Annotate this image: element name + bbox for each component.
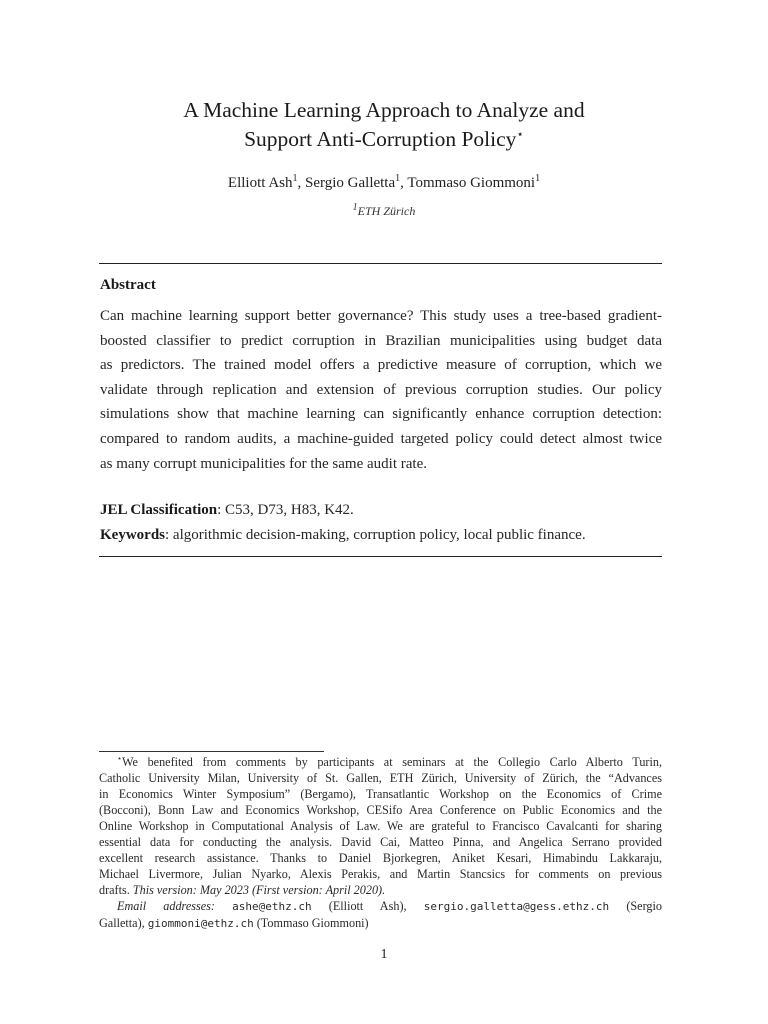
abstract-line: validate through replication and extension of previous corruption studies. Our policy	[100, 381, 662, 398]
affiliation-name: ETH Zürich	[357, 204, 416, 218]
version-note: This version: May 2023 (First version: April 2020).	[132, 883, 386, 897]
jel-value: : C53, D73, H83, K42.	[217, 502, 354, 518]
email-link[interactable]: ashe@ethz.ch	[232, 900, 312, 913]
email-owner: (Elliott Ash),	[311, 899, 424, 913]
abstract-line: boosted classifier to predict corruption in Brazilian municipalities using budget data	[100, 332, 662, 349]
keywords-value: : algorithmic decision-making, corruption policy, local public finance.	[165, 527, 586, 543]
author-name: Tommaso Giommoni	[407, 175, 536, 191]
abstract-line: simulations show that machine learning can significantly enhance corruption detection:	[100, 406, 662, 423]
footnote-line: in Economics Winter Symposium” (Bergamo), Transatlantic Workshop on the Economics of Crime	[99, 787, 662, 801]
jel-label: JEL Classification	[100, 502, 218, 518]
title-line-1: A Machine Learning Approach to Analyze and	[183, 98, 585, 122]
footnote-text: We benefited from comments by participants at seminars at the Collegio Carlo Alberto Turin,	[122, 755, 662, 769]
abstract-bottom-rule	[99, 556, 662, 557]
email-owner: (Sergio	[609, 899, 662, 913]
footnote-line: excellent research assistance. Thanks to Daniel Bjorkegren, Aniket Kesari, Himabindu Lakkaraju,	[99, 851, 662, 865]
email-link[interactable]: sergio.galletta@gess.ethz.ch	[423, 900, 610, 913]
author-affil-mark: 1	[395, 173, 401, 184]
title-line-2: Support Anti-Corruption Policy	[244, 127, 517, 151]
footnote-text: drafts.	[99, 883, 133, 897]
author-separator: ,	[400, 175, 408, 191]
footnote-line	[99, 915, 662, 932]
abstract-line: as many corrupt municipalities for the same audit rate.	[100, 455, 427, 472]
email-link[interactable]: giommoni@ethz.ch	[147, 917, 254, 930]
author-list	[0, 173, 768, 193]
footnote-line	[99, 754, 662, 770]
abstract-line: Can machine learning support better governance? This study uses a tree-based gradient-	[100, 308, 662, 324]
paper-title	[0, 96, 768, 154]
author-name: Sergio Galletta	[305, 175, 396, 191]
email-label: Email addresses:	[117, 899, 215, 913]
keywords-label: Keywords	[100, 527, 165, 543]
abstract-heading: Abstract	[100, 277, 156, 293]
footnote-line	[99, 898, 662, 915]
author-name: Elliott Ash	[227, 175, 293, 191]
abstract-body	[100, 304, 662, 476]
jel-classification	[100, 500, 662, 520]
keywords	[100, 525, 662, 545]
author-separator: ,	[297, 175, 306, 191]
footnote-mark: ⋆	[117, 753, 123, 763]
affiliation-mark: 1	[352, 202, 358, 213]
abstract-line: as predictors. The trained model offers a predictive measure of corruption, which we	[100, 357, 662, 374]
affiliation	[0, 203, 768, 219]
footnote-line: (Bocconi), Bonn Law and Economics Workshop, CESifo Area Conference on Public Economics and the	[99, 803, 662, 817]
footnote-line: Michael Livermore, Julian Nyarko, Alexis Perakis, and Martin Stancsics for comments on previous	[99, 867, 662, 881]
footnote-line: Online Workshop in Computational Analysis of Law. We are grateful to Francisco Cavalcanti for sharing	[99, 819, 662, 833]
footnote-rule	[99, 751, 324, 752]
author-affil-mark: 1	[535, 173, 541, 184]
footnote-line	[99, 882, 662, 898]
footnote	[99, 754, 662, 932]
footnote-line: Catholic University Milan, University of St. Gallen, ETH Zürich, University of Zürich, the “Advances	[99, 771, 662, 785]
email-owner: Galletta),	[99, 916, 148, 930]
email-owner: (Tommaso Giommoni)	[253, 916, 369, 930]
abstract-line: compared to random audits, a machine-guided targeted policy could detect almost twice	[100, 430, 662, 447]
footnote-line: essential data for conducting the analysis. David Cai, Matteo Pinna, and Angelica Serrano provided	[99, 835, 662, 849]
page-number: 1	[380, 947, 388, 962]
author-affil-mark: 1	[292, 173, 298, 184]
abstract-top-rule	[99, 263, 662, 264]
title-footnote-mark[interactable]: ⋆	[516, 126, 524, 141]
